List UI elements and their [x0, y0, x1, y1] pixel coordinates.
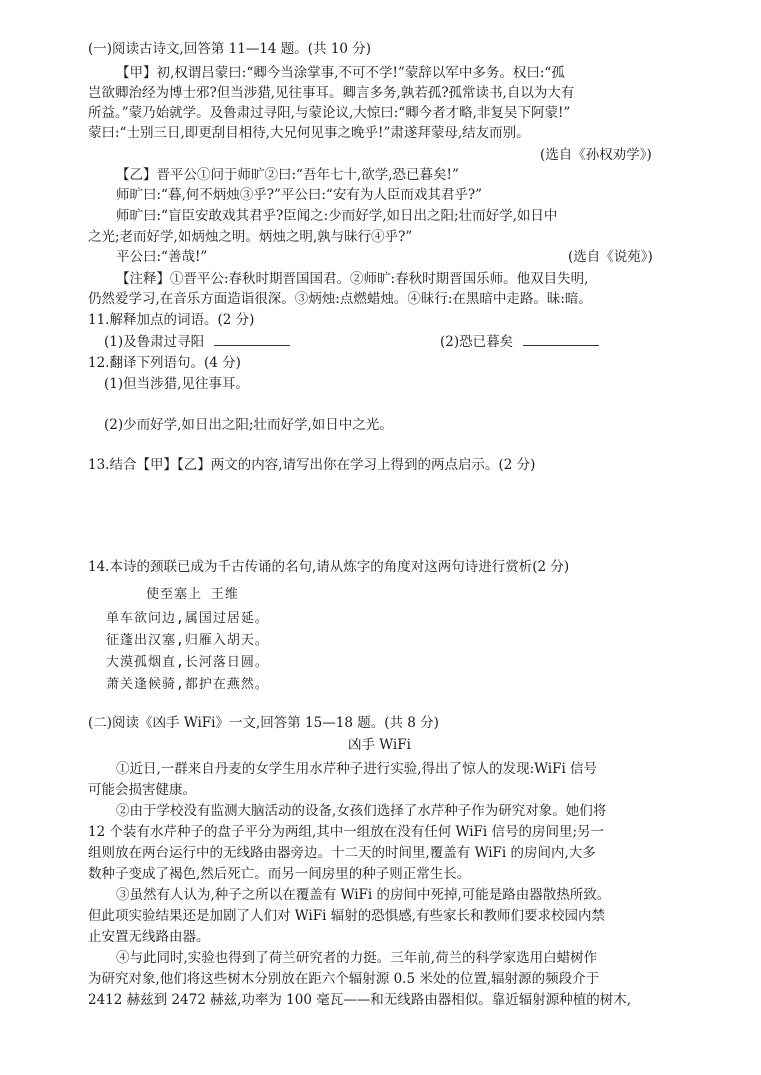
- question-11: 11.解释加点的词语。(2 分): [88, 312, 255, 328]
- section2-header: (二)阅读《凶手 WiFi》一文,回答第 15—18 题。(共 8 分): [88, 715, 439, 731]
- q11-item-2-text: (2)恐已暮矣: [440, 334, 514, 350]
- notes-line-2: 仍然爱学习,在音乐方面造诣很深。③炳烛:点燃蜡烛。④昧行:在黑暗中走路。昧:暗。: [88, 291, 592, 307]
- article-line-12: 2412 赫兹到 2472 赫兹,功率为 100 毫瓦——和无线路由器相似。靠近辐射源种植的树木,: [88, 992, 632, 1008]
- article-line-9: 止安置无线路由器。: [88, 929, 210, 945]
- section1-header: (一)阅读古诗文,回答第 11—14 题。(共 10 分): [88, 41, 372, 57]
- answer-blank-11-1[interactable]: [214, 333, 290, 346]
- article-line-3: ②由于学校没有监测大脑活动的设备,女孩们选择了水芹种子作为研究对象。她们将: [116, 803, 607, 819]
- yi-line-2: 师旷曰:“暮,何不炳烛③乎?”平公曰:“安有为人臣而戏其君乎?”: [116, 187, 482, 203]
- article-line-7: ③虽然有人认为,种子之所以在覆盖有 WiFi 的房间中死掉,可能是路由器散热所致。: [116, 887, 611, 903]
- article-line-11: 为研究对象,他们将这些树木分别放在距六个辐射源 0.5 米处的位置,辐射源的频段介于: [88, 971, 600, 987]
- poem-line-3: 大漠孤烟直,长河落日圆。: [106, 655, 269, 670]
- yi-line-4: 之光;老而好学,如炳烛之明。炳烛之明,孰与昧行④乎?”: [88, 229, 413, 245]
- notes-line-1: 【注释】①晋平公:春秋时期晋国国君。②师旷:春秋时期晋国乐师。他双目失明,: [116, 271, 589, 287]
- poem-line-1: 单车欲问边,属国过居延。: [106, 611, 269, 626]
- article-line-1: ①近日,一群来自丹麦的女学生用水芹种子进行实验,得出了惊人的发现:WiFi 信号: [116, 761, 598, 777]
- question-11-item-2: [440, 333, 599, 351]
- answer-blank-11-2[interactable]: [523, 333, 599, 346]
- jia-line-3: 所益。”蒙乃始就学。及鲁肃过寻阳,与蒙论议,大惊曰:“卿今者才略,非复吴下阿蒙!”: [88, 105, 571, 121]
- jia-line-4: 蒙曰:“士别三日,即更刮目相待,大兄何见事之晚乎!”肃遂拜蒙母,结友而别。: [88, 125, 530, 141]
- question-13: 13.结合【甲】【乙】两文的内容,请写出你在学习上得到的两点启示。(2 分): [88, 457, 536, 473]
- article-title: 凶手 WiFi: [348, 737, 411, 753]
- yi-line-3: 师旷曰:“盲臣安敢戏其君乎?臣闻之:少而好学,如日出之阳;壮而好学,如日中: [116, 208, 558, 224]
- yi-line-1: [116, 166, 459, 184]
- question-12-item-1: (1)但当涉猎,见往事耳。: [104, 376, 249, 392]
- poem-title: 使至塞上 王维: [146, 587, 239, 602]
- q11-item-1-text: (1)及鲁肃过寻阳: [104, 334, 205, 350]
- question-11-item-1: [104, 333, 290, 351]
- article-line-2: 可能会损害健康。: [88, 782, 196, 798]
- jia-source: (选自《孙权劝学》): [540, 147, 652, 163]
- question-12: 12.翻译下列语句。(4 分): [88, 355, 241, 371]
- yi-line-5: 平公曰:“善哉!”: [116, 249, 208, 265]
- article-line-5: 组则放在两台运行中的无线路由器旁边。十二天的时间里,覆盖有 WiFi 的房间内,大多: [88, 845, 596, 861]
- jia-line-1: 【甲】初,权谓吕蒙曰:“卿今当涂掌事,不可不学!”蒙辞以军中多务。权曰:“孤: [116, 65, 565, 81]
- article-line-6: 数种子变成了褐色,然后死亡。而另一间房里的种子则正常生长。: [88, 866, 471, 882]
- poem-line-4: 萧关逢候骑,都护在燕然。: [106, 677, 269, 692]
- poem-line-2: 征蓬出汉塞,归雁入胡天。: [106, 633, 269, 648]
- question-12-item-2: (2)少而好学,如日出之阳;壮而好学,如日中之光。: [104, 417, 393, 433]
- question-14: 14.本诗的颈联已成为千古传诵的名句,请从炼字的角度对这两句诗进行赏析(2 分): [88, 559, 570, 575]
- article-line-8: 但此项实验结果还是加剧了人们对 WiFi 辐射的恐惧感,有些家长和教师们要求校园内禁: [88, 908, 606, 924]
- yi-line-1-text: 【乙】晋平公①问于师旷②曰:“吾年七十,欲学,恐已暮矣!”: [116, 167, 459, 183]
- article-line-4: 12 个装有水芹种子的盘子平分为两组,其中一组放在没有任何 WiFi 信号的房间里;另一: [88, 824, 605, 840]
- yi-source: (选自《说苑》): [568, 249, 653, 265]
- jia-line-2: 岂欲卿治经为博士邪?但当涉猎,见往事耳。卿言多务,孰若孤?孤常读书,自以为大有: [88, 85, 575, 101]
- article-line-10: ④与此同时,实验也得到了荷兰研究者的力挺。三年前,荷兰的科学家选用白蜡树作: [116, 950, 598, 966]
